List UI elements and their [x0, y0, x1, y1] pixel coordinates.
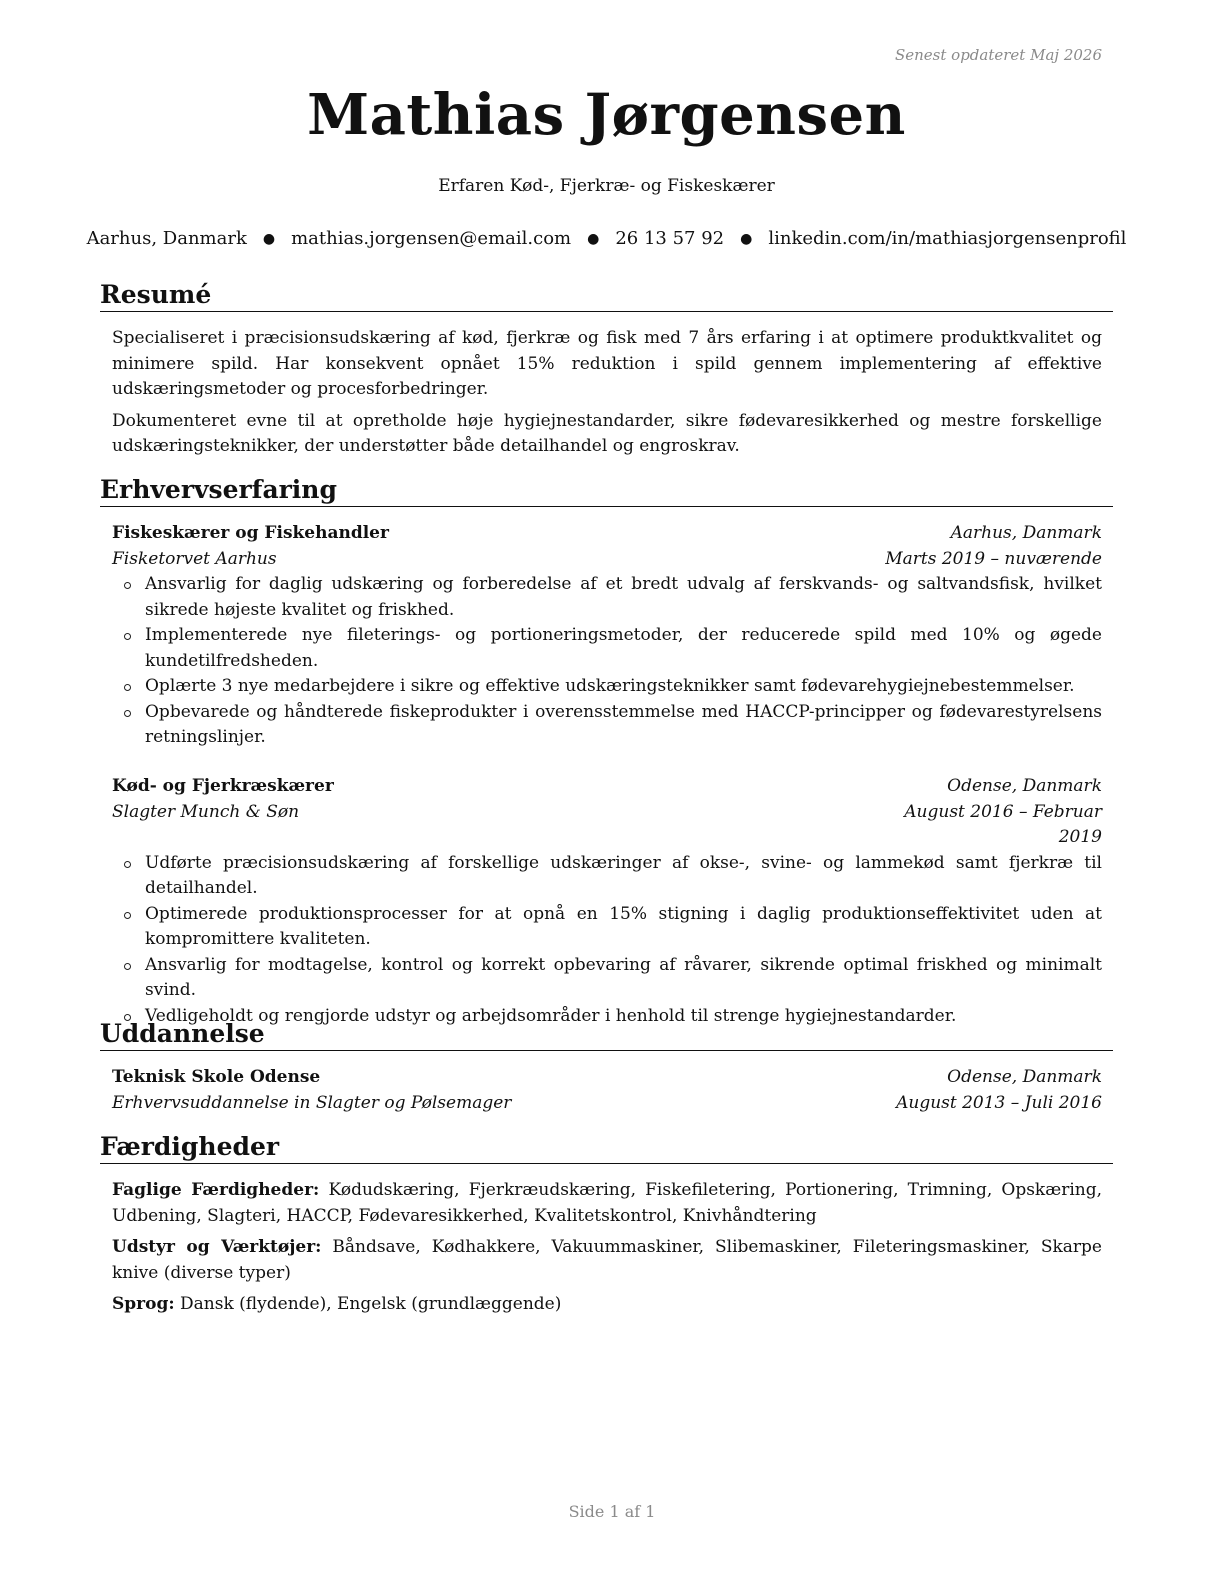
skill-values: Båndsave, Kødhakkere, Vakuummaskiner, Slibemaskiner, Fileteringsmaskiner, Skarpe knive (diverse typer) — [112, 1237, 1102, 1283]
page-number: Side 1 af 1 — [568, 1502, 656, 1521]
summary-paragraph: Specialiseret i præcisionsudskæring af kød, fjerkræ og fisk med 7 års erfaring i at optimere produktkvalitet og minimere spild. Har konsekvent opnået 15% reduktion i spild gennem implementering af effektive udskæringsmetoder og procesforbedringer. — [112, 328, 1102, 399]
list-item: Ansvarlig for modtagelse, kontrol og korrekt opbevaring af råvarer, sikrende optimal friskhed og minimalt svind. — [112, 953, 1102, 1004]
summary-paragraph: Dokumenteret evne til at opretholde høje hygiejnestandarder, sikre fødevaresikkerhed og mestre forskellige udskæringsteknikker, der understøtter både detailhandel og engroskrav. — [112, 410, 1102, 456]
skills-section — [112, 1178, 1102, 1324]
list-item: Ansvarlig for daglig udskæring og forberedelse af et bredt udvalg af ferskvands- og saltvandsfisk, hvilket sikrede højeste kvalitet og friskhed. — [112, 572, 1102, 623]
list-item: Opbevarede og håndterede fiskeprodukter i overensstemmelse med HACCP-principper og fødevarestyrelsens retningslinjer. — [112, 700, 1102, 751]
candidate-name: Mathias Jørgensen — [307, 82, 906, 148]
skill-values: Dansk (flydende), Engelsk (grundlæggende) — [180, 1294, 562, 1314]
education-dates: August 2013 – Juli 2016 — [896, 1092, 1102, 1113]
skill-label: Sprog: — [112, 1294, 175, 1314]
contact-linkedin[interactable]: linkedin.com/in/mathiasjorgensenprofil — [768, 228, 1127, 249]
job-entry — [112, 521, 1102, 751]
skill-label: Udstyr og Værktøjer: — [112, 1237, 322, 1257]
school-name: Teknisk Skole Odense — [112, 1067, 321, 1087]
job-location: Aarhus, Danmark — [950, 523, 1102, 543]
school-location: Odense, Danmark — [947, 1067, 1102, 1087]
job-bullets — [112, 572, 1102, 751]
summary-section — [112, 326, 1102, 466]
list-item: Vedligeholdt og rengjorde udstyr og arbejdsområder i henhold til strenge hygiejnestandarder. — [112, 1004, 1102, 1030]
job-dates: Marts 2019 – nuværende — [885, 548, 1102, 569]
degree-name: Erhvervsuddannelse in Slagter og Pølsemager — [112, 1092, 512, 1113]
job-bullets — [112, 851, 1102, 1030]
skill-group — [112, 1178, 1102, 1229]
bullet-separator: ● — [587, 230, 600, 247]
bullet-separator: ● — [262, 230, 276, 247]
job-dates: August 2016 – Februar 2019 — [904, 801, 1102, 847]
skill-group — [112, 1292, 1102, 1318]
section-title-experience: Erhvervserfaring — [100, 475, 1113, 507]
contact-location: Aarhus, Danmark — [86, 228, 247, 249]
education-entry — [112, 1065, 1102, 1116]
contact-line — [86, 228, 1127, 249]
job-entry — [112, 774, 1102, 1029]
list-item: Oplærte 3 nye medarbejdere i sikre og effektive udskæringsteknikker samt fødevarehygiejnebestemmelser. — [112, 674, 1102, 700]
section-title-skills: Færdigheder — [100, 1132, 1113, 1164]
bullet-separator: ● — [740, 230, 753, 247]
list-item: Udførte præcisionsudskæring af forskellige udskæringer af okse-, svine- og lammekød samt fjerkræ til detailhandel. — [112, 851, 1102, 902]
last-updated: Senest opdateret Maj 2026 — [894, 46, 1102, 64]
job-role: Fiskeskærer og Fiskehandler — [112, 523, 389, 543]
job-location: Odense, Danmark — [947, 776, 1102, 796]
list-item: Implementerede nye fileterings- og portioneringsmetoder, der reducerede spild med 10% og øgede kundetilfredsheden. — [112, 623, 1102, 674]
skill-values: Kødudskæring, Fjerkræudskæring, Fiskefiletering, Portionering, Trimning, Opskæring, Udbening, Slagteri, HACCP, Fødevaresikkerhed, Kvalitetskontrol, Knivhåndtering — [112, 1180, 1103, 1226]
job-company: Fisketorvet Aarhus — [112, 548, 277, 569]
contact-email[interactable]: mathias.jorgensen@email.com — [291, 228, 572, 249]
candidate-title: Erfaren Kød-, Fjerkræ- og Fiskeskærer — [438, 176, 775, 196]
resume-page — [86, 0, 1127, 1584]
section-title-summary: Resumé — [100, 280, 1113, 312]
section-title-education: Uddannelse — [100, 1019, 1113, 1051]
job-role: Kød- og Fjerkræskærer — [112, 776, 334, 796]
contact-phone: 26 13 57 92 — [615, 228, 725, 249]
skill-label: Faglige Færdigheder: — [112, 1180, 320, 1200]
list-item: Optimerede produktionsprocesser for at opnå en 15% stigning i daglig produktionseffektivitet uden at kompromittere kvaliteten. — [112, 902, 1102, 953]
job-company: Slagter Munch & Søn — [112, 801, 300, 822]
skill-group — [112, 1235, 1102, 1286]
